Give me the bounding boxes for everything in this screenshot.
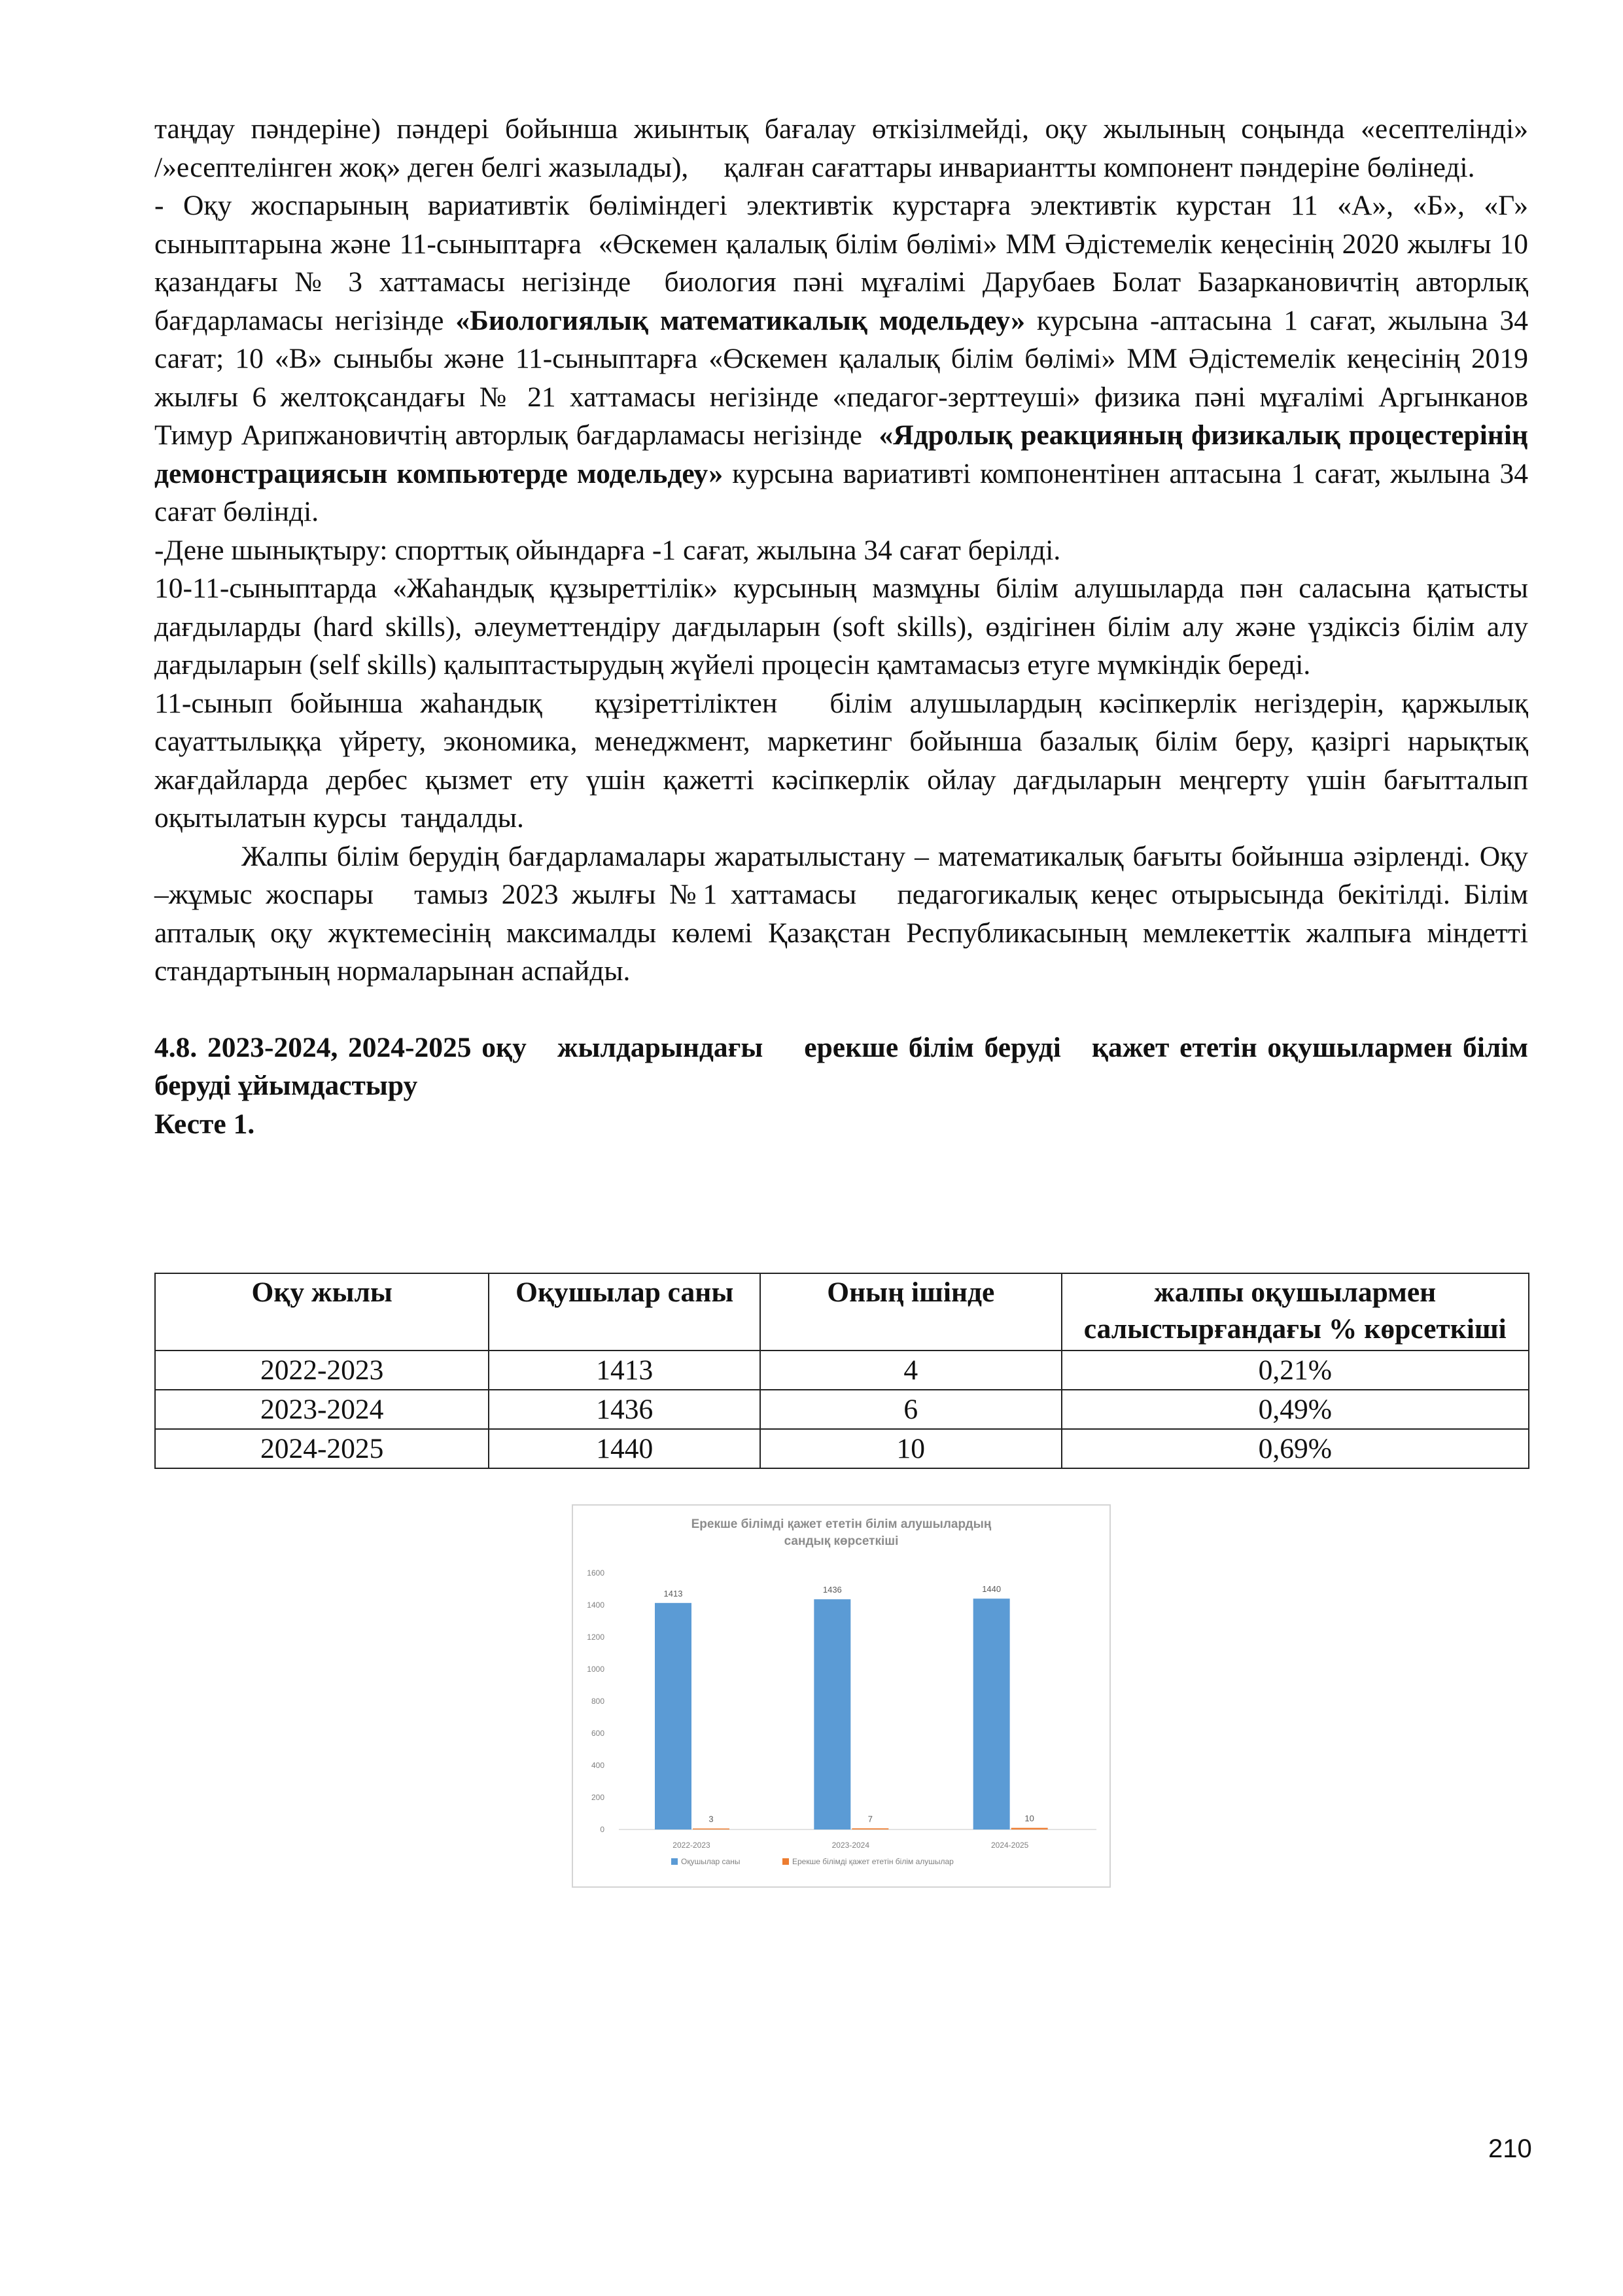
data-label: 1440 — [982, 1584, 1002, 1595]
table-cell: 1413 — [489, 1351, 760, 1390]
table-cell: 10 — [760, 1429, 1061, 1468]
chart-title: сандық көрсеткіші — [784, 1534, 899, 1548]
legend-label: Оқушылар саны — [681, 1857, 741, 1866]
data-label: 1413 — [663, 1588, 683, 1598]
header-cell: Оның ішінде — [760, 1273, 1061, 1351]
paragraph: таңдау пәндеріне) пәндері бойынша жиынтық бағалау өткізілмейді, оқу жылының соңында «есептелінді» /»есептелінген жоқ» деген белгі жазылады), қалған сағаттары инвариантты компонент пәндеріне бөлінеді. — [154, 113, 1528, 183]
table-cell: 4 — [760, 1351, 1061, 1390]
y-tick-label: 1600 — [587, 1568, 604, 1578]
table-cell: 2024-2025 — [155, 1429, 489, 1468]
data-label: 10 — [1024, 1813, 1034, 1824]
students-table — [154, 1273, 1529, 1469]
table-row — [155, 1390, 1529, 1429]
table-cell: 2023-2024 — [155, 1390, 489, 1429]
y-tick-label: 0 — [600, 1825, 604, 1834]
chart-bar — [655, 1603, 691, 1829]
paragraph: 10-11-сыныптарда «Жаһандық құзыреттілік» курсының мазмұны білім алушыларда пән саласына қатысты дағдыларды (hard skills), әлеуметтендіру дағдыларын (soft skills), өздігінен білім алу және үздіксіз білім алу дағдыларын (self skills) қалыптастырудың жүйелі процесін қамтамасыз етуге мүмкіндік береді. — [154, 573, 1528, 680]
document-body — [154, 110, 1535, 1143]
table-cell: 0,69% — [1062, 1429, 1529, 1468]
chart-bar — [973, 1598, 1010, 1829]
table-cell: 0,49% — [1062, 1390, 1529, 1429]
x-tick-label: 2022-2023 — [672, 1841, 710, 1850]
table-row — [155, 1429, 1529, 1468]
chart-bar — [1011, 1828, 1048, 1829]
chart-bar — [814, 1599, 850, 1829]
header-cell: Оқу жылы — [155, 1273, 489, 1351]
y-tick-label: 1000 — [587, 1665, 604, 1674]
paragraph: 11-сынып бойынша жаһандық құзіреттіліктен білім алушылардың кәсіпкерлік негіздерін, қаржылық сауаттылыққа үйрету, экономика, менеджмент, маркетинг бойынша базалық білім беру, қазіргі нарықтық жағдайларда дербес қызмет ету үшін қажетті кәсіпкерлік ойлау дағдыларын меңгерту үшін бағытталып оқытылатын курсы таңдалды. — [154, 687, 1528, 834]
table-cell: 6 — [760, 1390, 1061, 1429]
chart-bar — [852, 1828, 888, 1829]
y-tick-label: 1200 — [587, 1633, 604, 1642]
y-tick-label: 1400 — [587, 1600, 604, 1610]
paragraph: - Оқу жоспарының вариативтік бөліміндегі элективтік курстарға элективтік курстан 11 «А», «Б», «Г» сыныптарына және 11-сыныптарға «Өскемен қалалық білім бөлімі» ММ Әдістемелік кеңесінің 2020 жылғы 10 қазандағы № 3 хаттамасы негізінде биология пәні мұғалімі Дарубаев Болат Базаркановичтің авторлық бағдарламасы негізінде «Биологиялық математикалық модельдеу» курсына -аптасына 1 сағат, жылына 34 сағат; 10 «В» сыныбы және 11-сыныптарға «Өскемен қалалық білім бөлімі» ММ Әдістемелік кеңесінің 2019 жылғы 6 желтоқсандағы № 21 хаттамасы негізінде «педагог-зерттеуші» физика пәні мұғалімі Аргынканов Тимур Арипжановичтің авторлық бағдарламасы негізінде «Ядролық реакцияның физикалық процестерінің демонстрациясын компьютерде модельдеу» курсына вариативті компонентінен аптасына 1 сағат, жылына 34 сағат бөлінді. — [154, 190, 1529, 527]
y-tick-label: 400 — [591, 1761, 604, 1770]
table-cell: 1436 — [489, 1390, 760, 1429]
table-cell: 1440 — [489, 1429, 760, 1468]
chart-bar — [693, 1829, 729, 1830]
table-cell: 2022-2023 — [155, 1351, 489, 1390]
legend-swatch — [671, 1858, 678, 1865]
y-tick-label: 800 — [591, 1697, 604, 1706]
header-cell: жалпы оқушылармен салыстырғандағы % көрсеткіші — [1062, 1273, 1529, 1351]
bar-chart — [572, 1504, 1111, 1888]
x-tick-label: 2023-2024 — [831, 1841, 870, 1850]
legend-label: Ерекше білімді қажет ететін білім алушылар — [792, 1857, 954, 1866]
paragraph: Жалпы білім берудің бағдарламалары жаратылыстану – математикалық бағыты бойынша әзірленді. Оқу –жұмыс жоспары тамыз 2023 жылғы №1 хаттамасы педагогикалық кеңес отырысында бекітілді. Білім апталық оқу жүктемесінің максималды көлемі Қазақстан Республикасының мемлекеттік жалпыға міндетті стандартының нормаларынан аспайды. — [154, 840, 1528, 987]
data-label: 3 — [708, 1814, 714, 1824]
x-tick-label: 2024-2025 — [990, 1841, 1029, 1850]
table-header-row — [155, 1273, 1529, 1351]
page-number: 210 — [1488, 2134, 1532, 2163]
y-tick-label: 200 — [591, 1793, 604, 1802]
data-label: 7 — [867, 1814, 873, 1824]
data-label: 1436 — [822, 1585, 842, 1595]
table-row — [155, 1351, 1529, 1390]
chart-canvas — [573, 1506, 1109, 1886]
table-cell: 0,21% — [1062, 1351, 1529, 1390]
table-caption: Кесте 1. — [154, 1108, 255, 1140]
header-cell: Оқушылар саны — [489, 1273, 760, 1351]
section-heading: 4.8. 2023-2024, 2024-2025 оқу жылдарындағы ерекше білім беруді қажет ететін оқушылармен білім беруді ұйымдастыру — [154, 1031, 1535, 1101]
chart-title: Ерекше білімді қажет ететін білім алушылардың — [691, 1517, 992, 1531]
y-tick-label: 600 — [591, 1729, 604, 1738]
paragraph: -Дене шынықтыру: спорттық ойындарға -1 сағат, жылына 34 сағат берілді. — [154, 534, 1061, 566]
legend-swatch — [782, 1858, 789, 1865]
